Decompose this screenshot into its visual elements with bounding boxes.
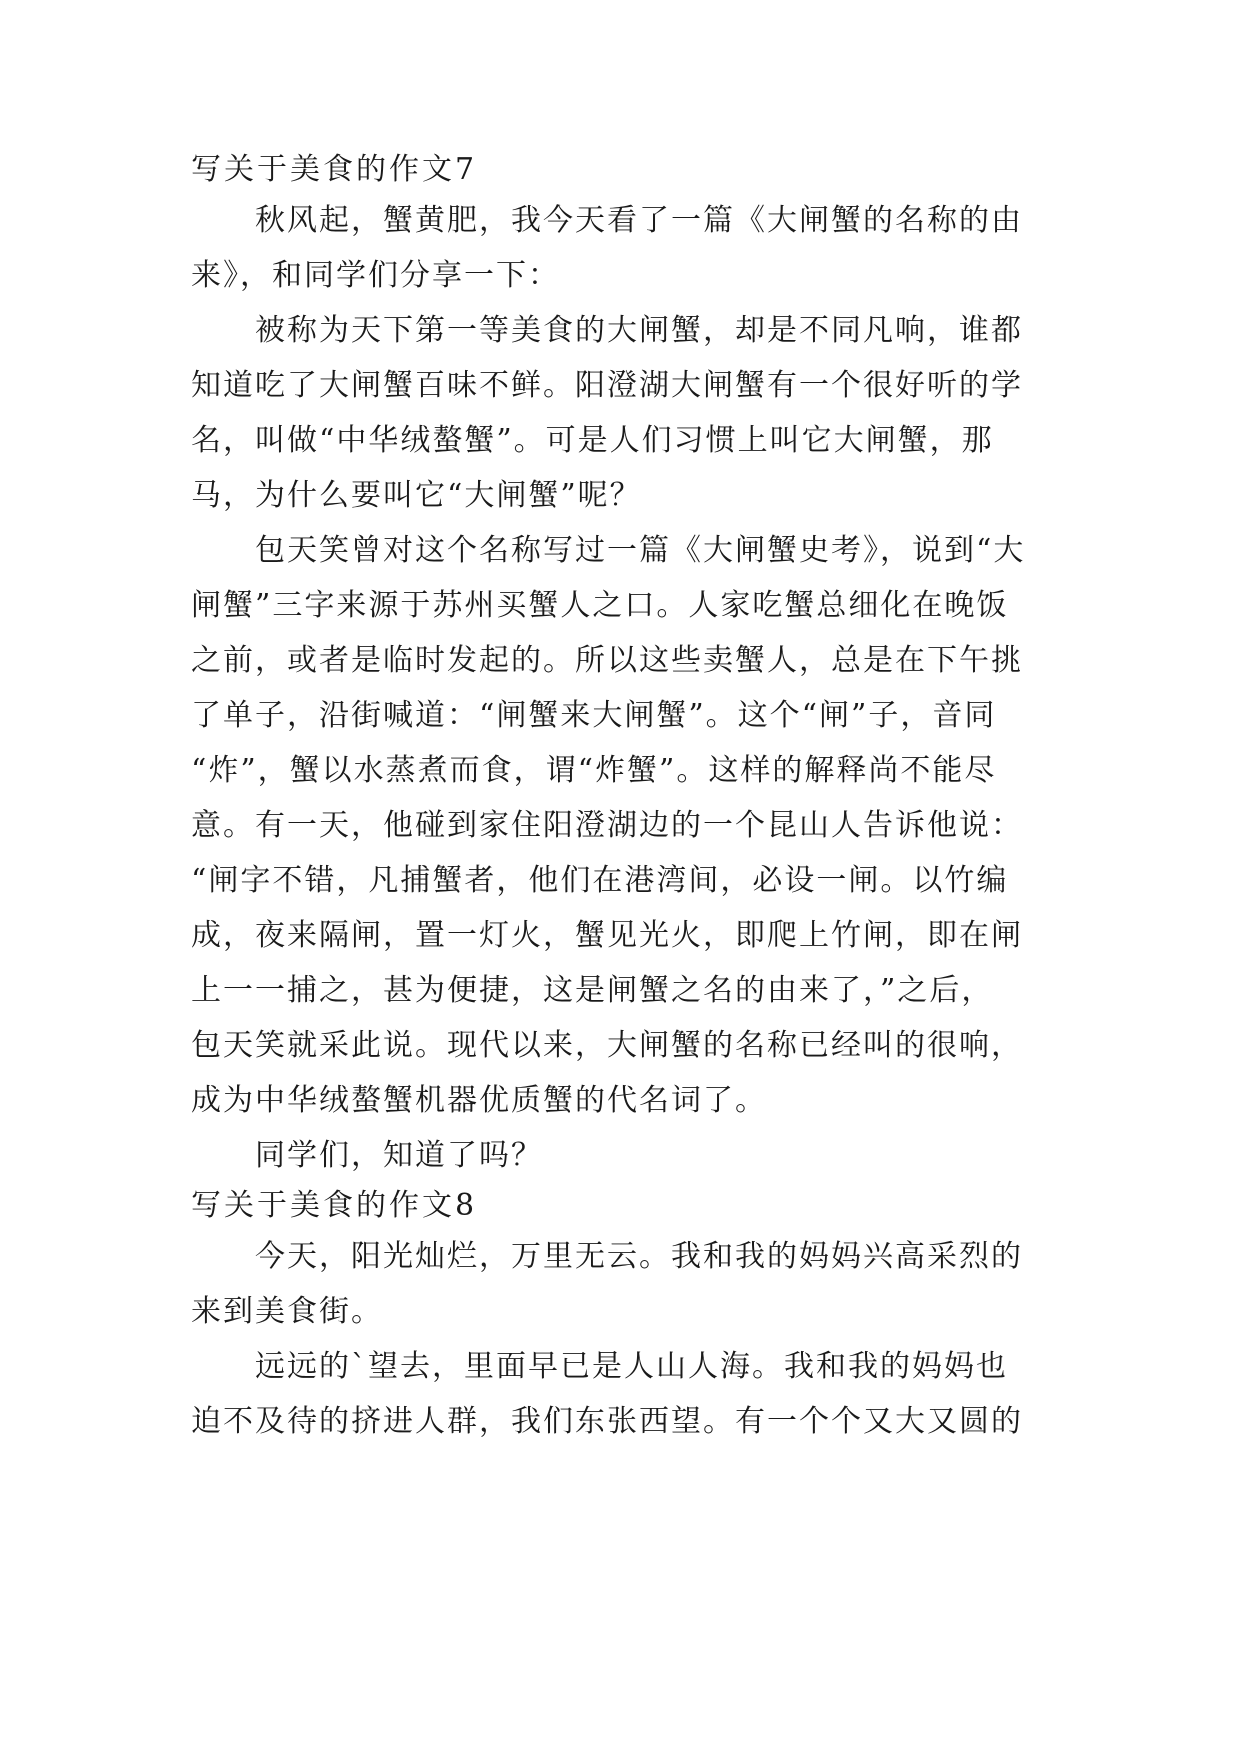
paragraph-line: 成，夜来隔闸，置一灯火，蟹见光火，即爬上竹闸，即在闸: [191, 918, 1023, 953]
paragraph-line: 迫不及待的挤进人群，我们东张西望。有一个个又大又圆的: [191, 1404, 1023, 1439]
paragraph-line: 秋风起，蟹黄肥，我今天看了一篇《大闸蟹的名称的由: [255, 203, 1023, 238]
essay-title-7: 写关于美食的作文7: [191, 152, 478, 187]
paragraph-line: 远远的`望去，里面早已是人山人海。我和我的妈妈也: [255, 1349, 1008, 1384]
paragraph-line: 闸蟹”三字来源于苏州买蟹人之口。人家吃蟹总细化在晚饭: [191, 588, 1009, 623]
paragraph-line: 知道吃了大闸蟹百味不鲜。阳澄湖大闸蟹有一个很好听的学: [191, 368, 1023, 403]
paragraph-line: 之前，或者是临时发起的。所以这些卖蟹人，总是在下午挑: [191, 643, 1023, 678]
paragraph-line: 包天笑就采此说。现代以来，大闸蟹的名称已经叫的很响，: [191, 1028, 1023, 1063]
paragraph-line: 上一一捕之，甚为便捷，这是闸蟹之名的由来了，”之后，: [191, 973, 994, 1008]
paragraph-line: 同学们，知道了吗？: [255, 1138, 543, 1173]
essay-title-8: 写关于美食的作文8: [191, 1188, 478, 1223]
paragraph-line: 名，叫做“中华绒螯蟹”。可是人们习惯上叫它大闸蟹，那: [191, 423, 994, 458]
paragraph-line: “闸字不错，凡捕蟹者，他们在港湾间，必设一闸。以竹编: [191, 863, 1009, 898]
paragraph-line: 今天，阳光灿烂，万里无云。我和我的妈妈兴高采烈的: [255, 1239, 1023, 1274]
paragraph-line: 来到美食街。: [191, 1294, 383, 1329]
paragraph-line: 被称为天下第一等美食的大闸蟹，却是不同凡响，谁都: [255, 313, 1023, 348]
paragraph-line: 成为中华绒螯蟹机器优质蟹的代名词了。: [191, 1083, 767, 1118]
paragraph-line: 了单子，沿街喊道：“闸蟹来大闸蟹”。这个“闸”子，音同: [191, 698, 997, 733]
paragraph-line: 来》，和同学们分享一下：: [191, 258, 560, 293]
paragraph-line: “炸”，蟹以水蒸煮而食，谓“炸蟹”。这样的解释尚不能尽: [191, 753, 997, 788]
paragraph-line: 包天笑曾对这个名称写过一篇《大闸蟹史考》，说到“大: [255, 533, 1026, 568]
paragraph-line: 马，为什么要叫它“大闸蟹”呢？: [191, 478, 642, 513]
paragraph-line: 意。有一天，他碰到家住阳澄湖边的一个昆山人告诉他说：: [191, 808, 1023, 843]
